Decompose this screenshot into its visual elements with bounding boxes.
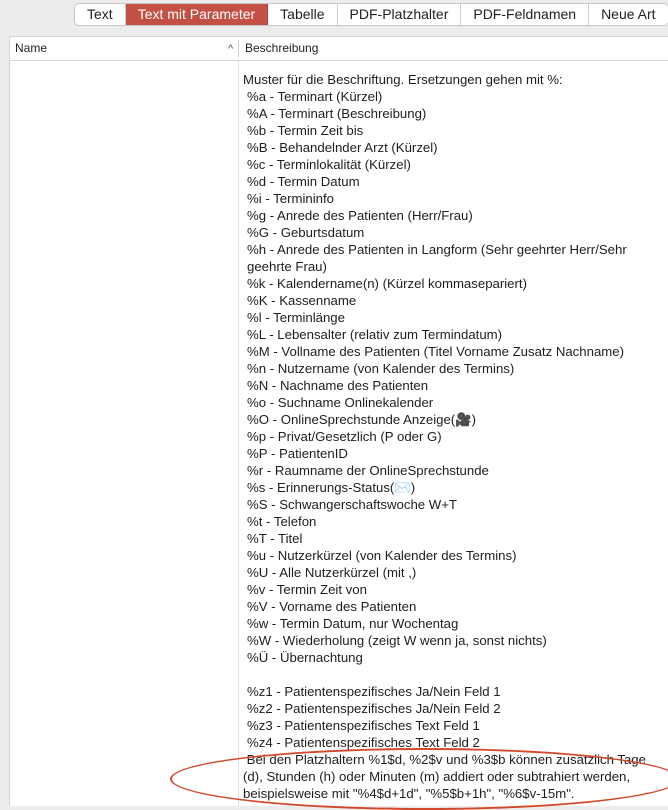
- placeholder-line: %N - Nachname des Patienten: [247, 378, 429, 393]
- placeholder-line: %W - Wiederholung (zeigt W wenn ja, sonst nichts): [247, 633, 547, 648]
- placeholder-line: %l - Terminlänge: [247, 310, 345, 325]
- custom-field-line: %z2 - Patientenspezifisches Ja/Nein Feld 2: [247, 701, 501, 716]
- placeholder-table: [9, 36, 668, 806]
- placeholder-line: %s - Erinnerungs-Status(✉️): [247, 480, 416, 495]
- column-divider-header[interactable]: [238, 40, 239, 57]
- placeholder-line: %A - Terminart (Beschreibung): [247, 106, 427, 121]
- placeholder-line: %o - Suchname Onlinekalender: [247, 395, 434, 410]
- tab-pdf-platzhalter[interactable]: PDF-Platzhalter: [338, 4, 462, 25]
- placeholder-line: %a - Terminart (Kürzel): [247, 89, 383, 104]
- placeholder-line: %b - Termin Zeit bis: [247, 123, 364, 138]
- placeholder-line: %h - Anrede des Patienten in Langform (Sehr geehrter Herr/Sehr geehrte Frau): [247, 242, 627, 274]
- note-line: beispielsweise mit "%4$d+1d", "%5$b+1h", "%6$v-15m".: [243, 786, 575, 801]
- placeholder-line: %V - Vorname des Patienten: [247, 599, 417, 614]
- placeholder-line: %S - Schwangerschaftswoche W+T: [247, 497, 457, 512]
- placeholder-line: %k - Kalendername(n) (Kürzel kommasepariert): [247, 276, 527, 291]
- note-line: (d), Stunden (h) oder Minuten (m) addiert oder subtrahiert werden,: [243, 769, 631, 784]
- custom-field-line: %z4 - Patientenspezifisches Text Feld 2: [247, 735, 480, 750]
- description-intro: Muster für die Beschriftung. Ersetzungen gehen mit %:: [243, 72, 563, 87]
- tab-pdf-feldnamen[interactable]: PDF-Feldnamen: [461, 4, 589, 25]
- tab-neue-art[interactable]: Neue Art: [601, 6, 656, 22]
- placeholder-line: %p - Privat/Gesetzlich (P oder G): [247, 429, 442, 444]
- tab-bar: [74, 3, 668, 26]
- placeholder-line: %c - Terminlokalität (Kürzel): [247, 157, 411, 172]
- note-line: Bei den Platzhaltern %1$d, %2$v und %3$b können zusätzlich Tage: [243, 752, 646, 767]
- placeholder-line: %d - Termin Datum: [247, 174, 360, 189]
- placeholder-line: %O - OnlineSprechstunde Anzeige(🎥): [247, 412, 476, 427]
- placeholder-line: %w - Termin Datum, nur Wochentag: [247, 616, 459, 631]
- placeholder-line: %u - Nutzerkürzel (von Kalender des Termins): [247, 548, 517, 563]
- tab-text[interactable]: Text: [75, 4, 126, 25]
- placeholder-line: %K - Kassenname: [247, 293, 357, 308]
- placeholder-line: %Ü - Übernachtung: [247, 650, 363, 665]
- tab-text-mit-parameter[interactable]: Text mit Parameter: [126, 4, 268, 25]
- placeholder-line: %M - Vollname des Patienten (Titel Vorname Zusatz Nachname): [247, 344, 624, 359]
- placeholder-line: %g - Anrede des Patienten (Herr/Frau): [247, 208, 473, 223]
- custom-field-line: %z1 - Patientenspezifisches Ja/Nein Feld 1: [247, 684, 501, 699]
- placeholder-line: %t - Telefon: [247, 514, 317, 529]
- tab-tabelle[interactable]: Tabelle: [268, 4, 337, 25]
- spacer: [243, 666, 668, 683]
- table-header: [10, 37, 668, 61]
- placeholder-line: %L - Lebensalter (relativ zum Termindatum): [247, 327, 503, 342]
- placeholder-line: %T - Titel: [247, 531, 303, 546]
- placeholder-line: %G - Geburtsdatum: [247, 225, 365, 240]
- placeholder-line: %P - PatientenID: [247, 446, 348, 461]
- column-header-name[interactable]: Name: [15, 41, 48, 55]
- placeholder-line: %U - Alle Nutzerkürzel (mit ,): [247, 565, 417, 580]
- description-cell: [243, 71, 668, 802]
- placeholder-line: %B - Behandelnder Arzt (Kürzel): [247, 140, 438, 155]
- custom-field-line: %z3 - Patientenspezifisches Text Feld 1: [247, 718, 480, 733]
- placeholder-line: %n - Nutzername (von Kalender des Termins): [247, 361, 515, 376]
- column-divider: [238, 61, 239, 806]
- column-header-beschreibung[interactable]: Beschreibung: [245, 41, 319, 55]
- placeholder-line: %i - Termininfo: [247, 191, 334, 206]
- placeholder-line: %v - Termin Zeit von: [247, 582, 367, 597]
- sort-ascending-icon[interactable]: ^: [228, 43, 234, 55]
- placeholder-line: %r - Raumname der OnlineSprechstunde: [247, 463, 489, 478]
